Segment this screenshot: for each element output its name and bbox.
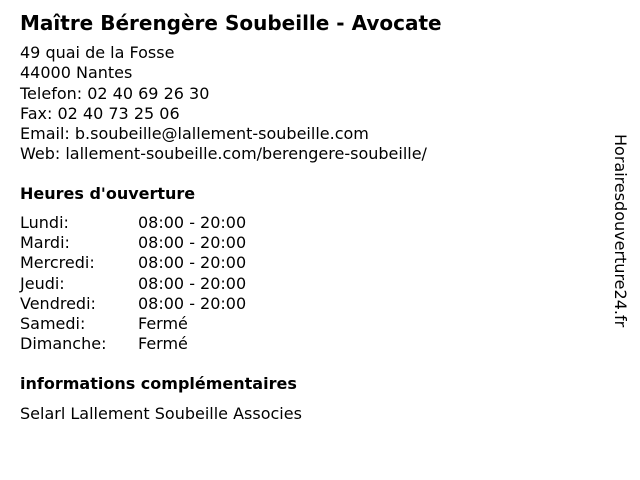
- hours-time: 08:00 - 20:00: [138, 273, 247, 293]
- hours-time: 08:00 - 20:00: [138, 253, 247, 273]
- hours-row-thursday: [20, 274, 246, 294]
- hours-day: Dimanche:: [20, 334, 107, 354]
- additional-info-heading: informations complémentaires: [20, 374, 297, 393]
- hours-day: Vendredi:: [20, 293, 96, 313]
- address-block: [20, 43, 427, 165]
- hours-time: 08:00 - 20:00: [138, 213, 247, 232]
- hours-row-friday: [20, 294, 246, 314]
- hours-day: Mercredi:: [20, 253, 95, 273]
- address-street: 49 quai de la Fosse: [20, 43, 175, 62]
- hours-time: Fermé: [138, 313, 188, 333]
- hours-day: Lundi:: [20, 213, 69, 232]
- hours-time: Fermé: [138, 334, 188, 354]
- opening-hours-table: [20, 213, 246, 354]
- hours-day: Samedi:: [20, 313, 86, 333]
- hours-day: Mardi:: [20, 233, 70, 253]
- watermark: Horairesdouverture24.fr: [611, 134, 630, 328]
- hours-row-wednesday: [20, 253, 246, 273]
- hours-time: 08:00 - 20:00: [138, 293, 247, 313]
- email-address: Email: b.soubeille@lallement-soubeille.com: [20, 124, 369, 144]
- hours-time: 08:00 - 20:00: [138, 233, 247, 253]
- page-title: Maître Bérengère Soubeille - Avocate: [20, 11, 442, 35]
- phone-number: Telefon: 02 40 69 26 30: [20, 83, 210, 103]
- hours-row-tuesday: [20, 233, 246, 253]
- fax-number: Fax: 02 40 73 25 06: [20, 103, 180, 123]
- hours-row-saturday: [20, 314, 246, 334]
- website-url: Web: lallement-soubeille.com/berengere-soubeille/: [20, 144, 427, 164]
- address-city: 44000 Nantes: [20, 63, 133, 83]
- hours-row-monday: [20, 213, 246, 233]
- additional-info-text: Selarl Lallement Soubeille Associes: [20, 404, 302, 423]
- hours-row-sunday: [20, 334, 246, 354]
- hours-day: Jeudi:: [20, 273, 65, 293]
- opening-hours-heading: Heures d'ouverture: [20, 184, 196, 203]
